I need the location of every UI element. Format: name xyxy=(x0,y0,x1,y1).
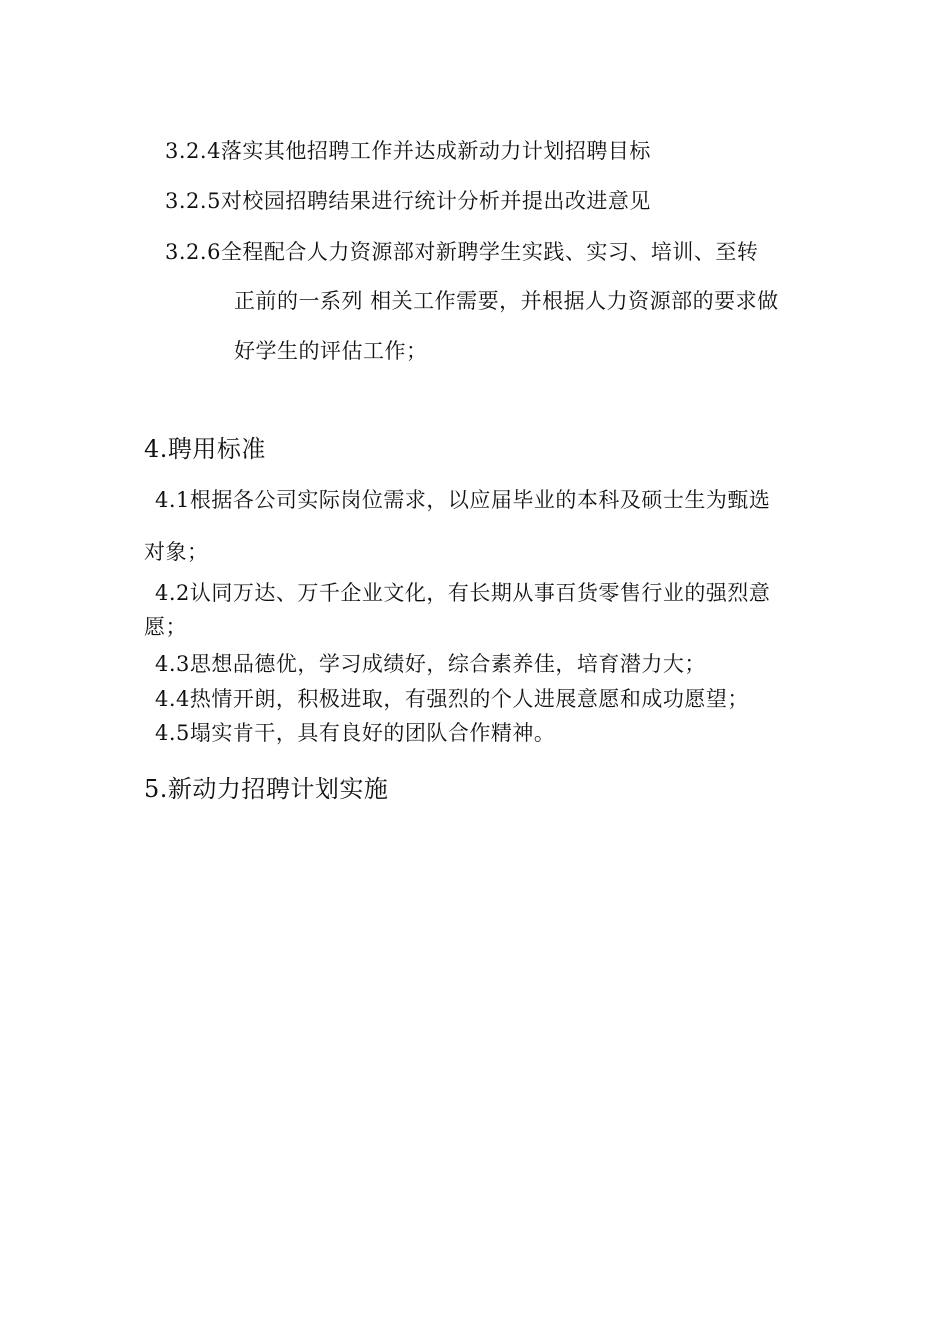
item-4-5: 4.5塌实肯干，具有良好的团队合作精神。 xyxy=(155,721,556,745)
item-4-3: 4.3思想品德优，学习成绩好，综合素养佳，培育潜力大； xyxy=(155,652,706,676)
item-4-1-line-2: 对象； xyxy=(144,540,209,564)
item-3-2-6-line-3: 好学生的评估工作； xyxy=(234,339,428,363)
item-3-2-6-line-2: 正前的一系列 相关工作需要，并根据人力资源部的要求做 xyxy=(234,289,779,313)
item-3-2-6-line-1: 3.2.6全程配合人力资源部对新聘学生实践、实习、培训、至转 xyxy=(165,240,759,264)
item-3-2-5: 3.2.5对校园招聘结果进行统计分析并提出改进意见 xyxy=(165,189,651,213)
item-4-2-line-2: 愿； xyxy=(144,615,187,639)
item-4-4: 4.4热情开朗，积极进取，有强烈的个人进展意愿和成功愿望； xyxy=(155,687,749,711)
section-5-heading: 5.新动力招聘计划实施 xyxy=(144,775,389,803)
item-4-1-line-1: 4.1根据各公司实际岗位需求，以应届毕业的本科及硕士生为甄选 xyxy=(155,488,771,512)
item-3-2-4: 3.2.4落实其他招聘工作并达成新动力计划招聘目标 xyxy=(165,139,651,163)
section-4-heading: 4.聘用标准 xyxy=(144,435,266,463)
item-4-2-line-1: 4.2认同万达、万千企业文化，有长期从事百货零售行业的强烈意 xyxy=(155,581,771,605)
